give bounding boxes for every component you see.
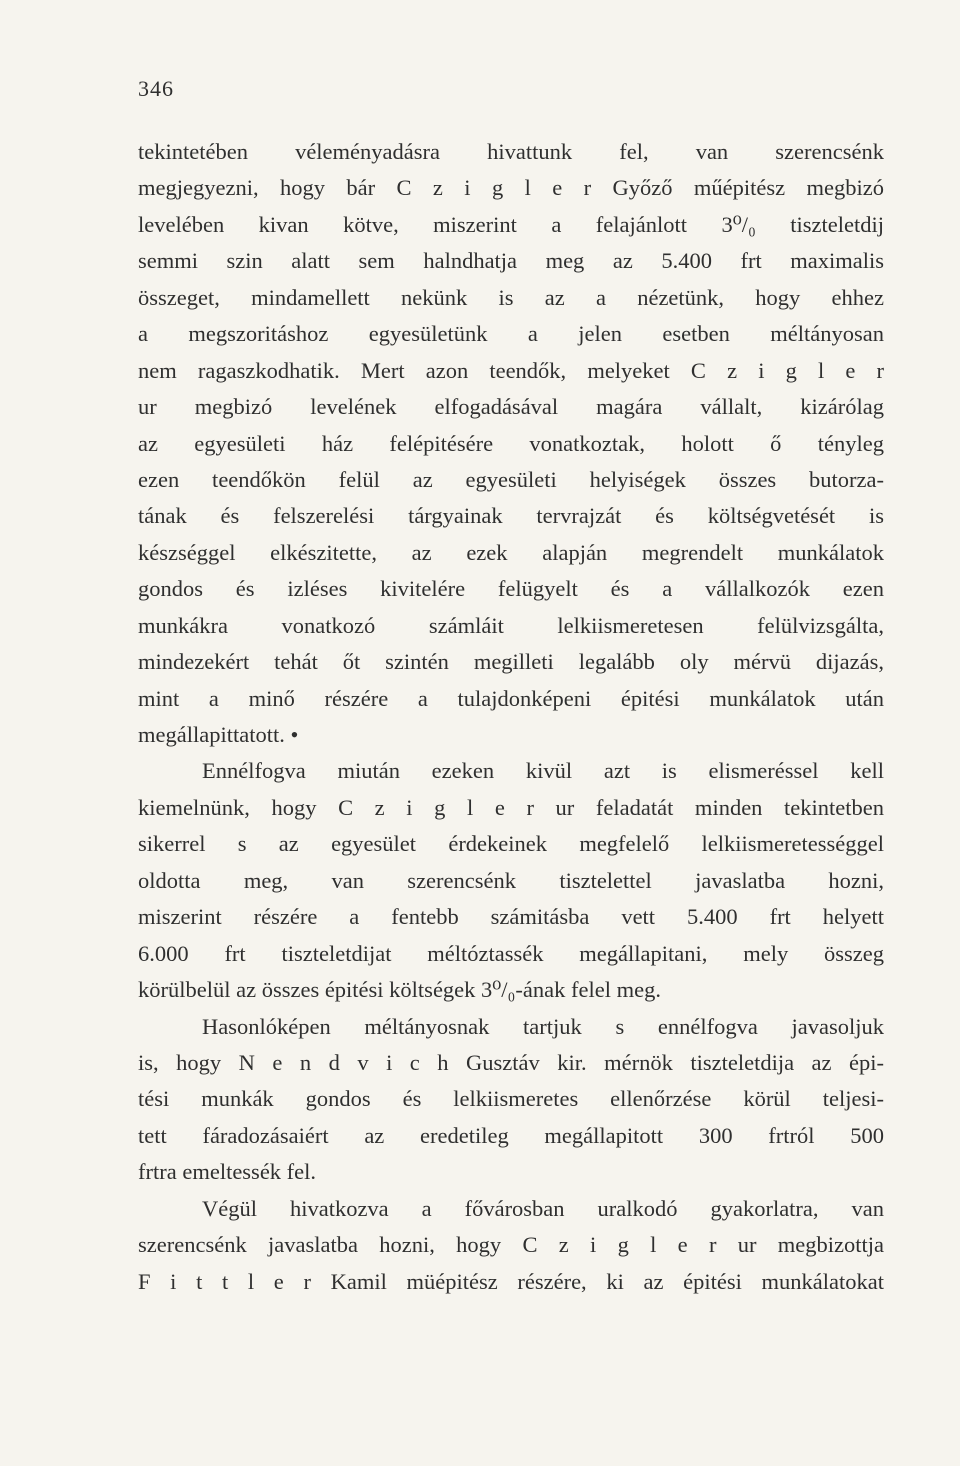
text-line: körülbelül az összes épitési költségek 3⁰/₀-ának felel meg. [138, 977, 661, 1003]
text-line: munkákra vonatkozó számláit lelkiismeretesen felülvizsgálta, [138, 612, 884, 638]
text-line: is, hogy N e n d v i c h Gusztáv kir. mérnök tiszteletdija az épi- [138, 1049, 884, 1075]
text-line: az egyesületi ház felépitésére vonatkoztak, holott ő tényleg [138, 430, 884, 456]
text-line: megjegyezni, hogy bár C z i g l e r Győző műépitész megbizó [138, 175, 884, 201]
text-line: miszerint részére a fentebb számitásba vett 5.400 frt helyett [138, 904, 884, 930]
text-line: Végül hivatkozva a fővárosban uralkodó gyakorlatra, van [202, 1195, 884, 1221]
text-line: megállapittatott. • [138, 722, 299, 747]
text-line: F i t t l e r Kamil müépitész részére, ki az épitési munkálatokat [138, 1268, 884, 1294]
text-line: mindezekért tehát őt szintén megilleti legalább oly mérvü dijazás, [138, 649, 884, 675]
text-line: Ennélfogva miután ezeken kivül azt is elismeréssel kell [202, 758, 884, 784]
text-line: tának és felszerelési tárgyainak tervrajzát és költségvetését is [138, 503, 884, 529]
text-line: ezen teendőkön felül az egyesületi helyiségek összes butorza- [138, 466, 884, 492]
text-line: oldotta meg, van szerencsénk tisztelettel javaslatba hozni, [138, 867, 884, 893]
text-line: semmi szin alatt sem halndhatja meg az 5.400 frt maximalis [138, 248, 884, 274]
text-line: szerencsénk javaslatba hozni, hogy C z i g l e r ur megbizottja [138, 1232, 884, 1258]
text-line: ur megbizó levelének elfogadásával magára vállalt, kizárólag [138, 394, 884, 420]
body-text [138, 134, 884, 1300]
text-line: sikerrel s az egyesület érdekeinek megfelelő lelkiismeretességgel [138, 831, 884, 857]
text-line: frtra emeltessék fel. [138, 1159, 317, 1185]
text-line: tekintetében véleményadásra hivattunk fel, van szerencsénk [138, 139, 884, 164]
page-number: 346 [138, 76, 174, 101]
text-line: tési munkák gondos és lelkiismeretes ellenőrzése körül teljesi- [138, 1086, 884, 1112]
text-line: levelében kivan kötve, miszerint a felajánlott 3⁰/₀ tiszteletdij [138, 211, 884, 237]
text-line: kiemelnünk, hogy C z i g l e r ur feladatát minden tekintetben [138, 794, 884, 820]
text-line: tett fáradozásaiért az eredetileg megállapitott 300 frtról 500 [138, 1122, 884, 1148]
text-line: gondos és izléses kivitelére felügyelt és a vállalkozók ezen [138, 576, 884, 602]
text-line: készséggel elkészitette, az ezek alapján megrendelt munkálatok [138, 539, 884, 565]
text-line: a megszoritáshoz egyesületünk a jelen esetben méltányosan [138, 321, 884, 347]
text-line: nem ragaszkodhatik. Mert azon teendők, melyeket C z i g l e r [138, 357, 884, 383]
text-line: 6.000 frt tiszteletdijat méltóztassék megállapitani, mely összeg [138, 940, 884, 966]
text-line: mint a minő részére a tulajdonképeni épitési munkálatok után [138, 685, 884, 711]
text-line: Hasonlóképen méltányosnak tartjuk s ennélfogva javasoljuk [202, 1013, 884, 1039]
text-line: összeget, mindamellett nekünk is az a nézetünk, hogy ehhez [138, 284, 884, 310]
